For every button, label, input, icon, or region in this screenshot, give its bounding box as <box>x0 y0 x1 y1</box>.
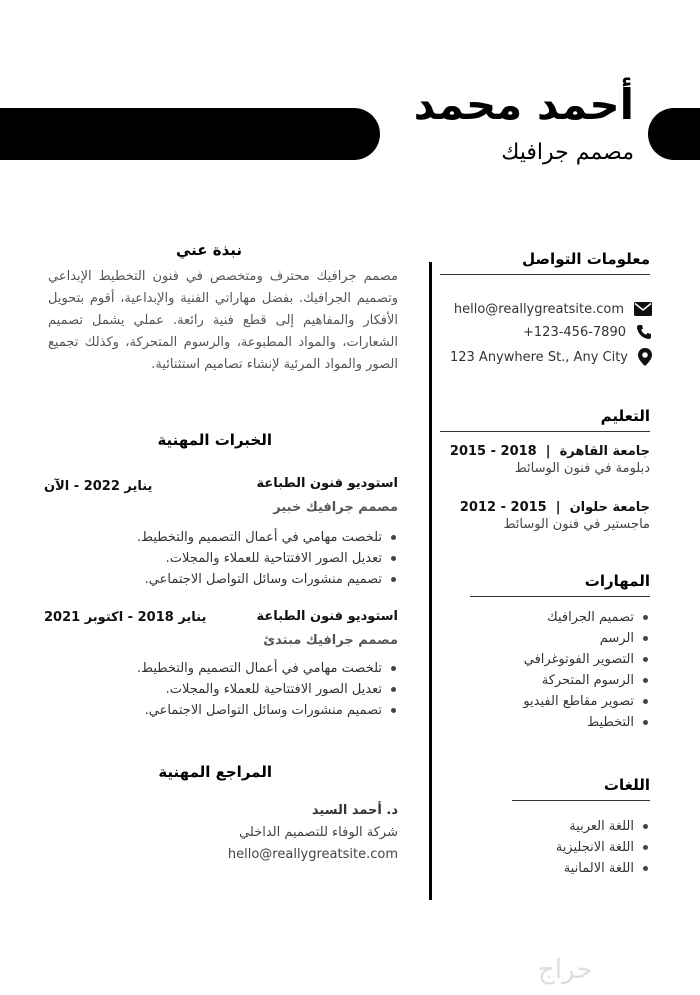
about-text: مصمم جرافيك محترف ومتخصص في فنون التخطيط الإبداعي وتصميم الجرافيك. بفضل مهاراتي الفنية والإبداعية، أقوم بتحويل الأفكار والمفاهيم إلى قطع فنية رائعة. عملي يشمل تصميم الشعارات، والمواد المطبوعة، والرسوم المتحركة، وكذلك تجميع الصور والمواد المرئية لإنشاء تصاميم استثنائية. <box>48 269 398 372</box>
experience-date: يناير 2022 - الآن <box>44 479 153 494</box>
contact-address-row <box>446 345 652 369</box>
experience-bullet: تعديل الصور الافتتاحية للعملاء والمجلات. <box>100 548 398 569</box>
contact-phone: +123-456-7890 <box>523 324 626 340</box>
education-university-line: جامعة القاهرة | 2015 - 2018 <box>449 444 650 459</box>
experience-title: الخبرات المهنية <box>157 431 272 449</box>
skill-item: التصوير الفوتوغرافي <box>470 649 650 670</box>
header-bar-right <box>648 108 700 160</box>
education-years: 2012 - 2015 <box>459 500 547 515</box>
watermark: حراج <box>538 955 593 985</box>
contact-phone-row <box>446 320 652 344</box>
language-item: اللغة الالمانية <box>512 858 650 879</box>
languages-section <box>512 776 650 801</box>
contact-address: 123 Anywhere St., Any City <box>449 349 628 365</box>
education-university: جامعة القاهرة <box>559 444 650 459</box>
education-degree: دبلومة في فنون الوسائط <box>514 461 650 476</box>
education-section <box>440 407 650 432</box>
contact-email-row <box>446 297 652 321</box>
header-bar-left <box>0 108 380 160</box>
experience-bullet: تصميم منشورات وسائل التواصل الاجتماعي. <box>100 700 398 721</box>
skill-item: الرسوم المتحركة <box>470 670 650 691</box>
skill-item: التخطيط <box>470 712 650 733</box>
person-job-title: مصمم جرافيك <box>501 140 634 165</box>
contact-title: معلومات التواصل <box>440 250 650 275</box>
language-item: اللغة الانجليزية <box>512 837 650 858</box>
column-divider <box>429 262 432 900</box>
skill-item: تصميم الجرافيك <box>470 607 650 628</box>
experience-role: مصمم جرافيك خبير <box>273 500 398 515</box>
about-title: نبذة عني <box>175 241 242 259</box>
education-title: التعليم <box>440 407 650 432</box>
languages-title: اللغات <box>512 776 650 801</box>
experience-bullet: تلخصت مهامي في أعمال التصميم والتخطيط. <box>100 658 398 679</box>
contact-email: hello@reallygreatsite.com <box>453 301 624 317</box>
experience-role: مصمم جرافيك مبتدئ <box>263 633 398 648</box>
location-pin-icon <box>638 348 652 366</box>
experience-bullet: تعديل الصور الافتتاحية للعملاء والمجلات. <box>100 679 398 700</box>
skills-list <box>470 607 650 733</box>
phone-icon <box>636 324 652 340</box>
skill-item: تصوير مقاطع الفيديو <box>470 691 650 712</box>
experience-bullet: تصميم منشورات وسائل التواصل الاجتماعي. <box>100 569 398 590</box>
skills-section <box>470 572 650 597</box>
experience-bullet: تلخصت مهامي في أعمال التصميم والتخطيط. <box>100 527 398 548</box>
language-item: اللغة العربية <box>512 816 650 837</box>
education-item <box>440 444 650 476</box>
person-name: أحمد محمد <box>413 80 634 129</box>
skills-title: المهارات <box>470 572 650 597</box>
education-university: جامعة حلوان <box>569 500 650 515</box>
experience-company: استوديو فنون الطباعة <box>256 609 398 624</box>
experience-bullets <box>100 658 398 721</box>
experience-company: استوديو فنون الطباعة <box>256 476 398 491</box>
reference-company: شركة الوفاء للتصميم الداخلي <box>239 825 398 840</box>
references-title: المراجع المهنية <box>158 763 272 781</box>
experience-date: يناير 2018 - اكتوبر 2021 <box>44 610 207 625</box>
education-degree: ماجستير في فنون الوسائط <box>503 517 650 532</box>
education-university-line: جامعة حلوان | 2012 - 2015 <box>459 500 650 515</box>
contact-section <box>440 250 650 275</box>
education-years: 2015 - 2018 <box>449 444 537 459</box>
reference-item <box>200 800 398 866</box>
education-item <box>440 500 650 532</box>
envelope-icon <box>634 302 652 316</box>
reference-name: د. أحمد السيد <box>311 803 398 818</box>
reference-email: hello@reallygreatsite.com <box>227 847 398 862</box>
skill-item: الرسم <box>470 628 650 649</box>
languages-list <box>512 816 650 879</box>
experience-bullets <box>100 527 398 590</box>
